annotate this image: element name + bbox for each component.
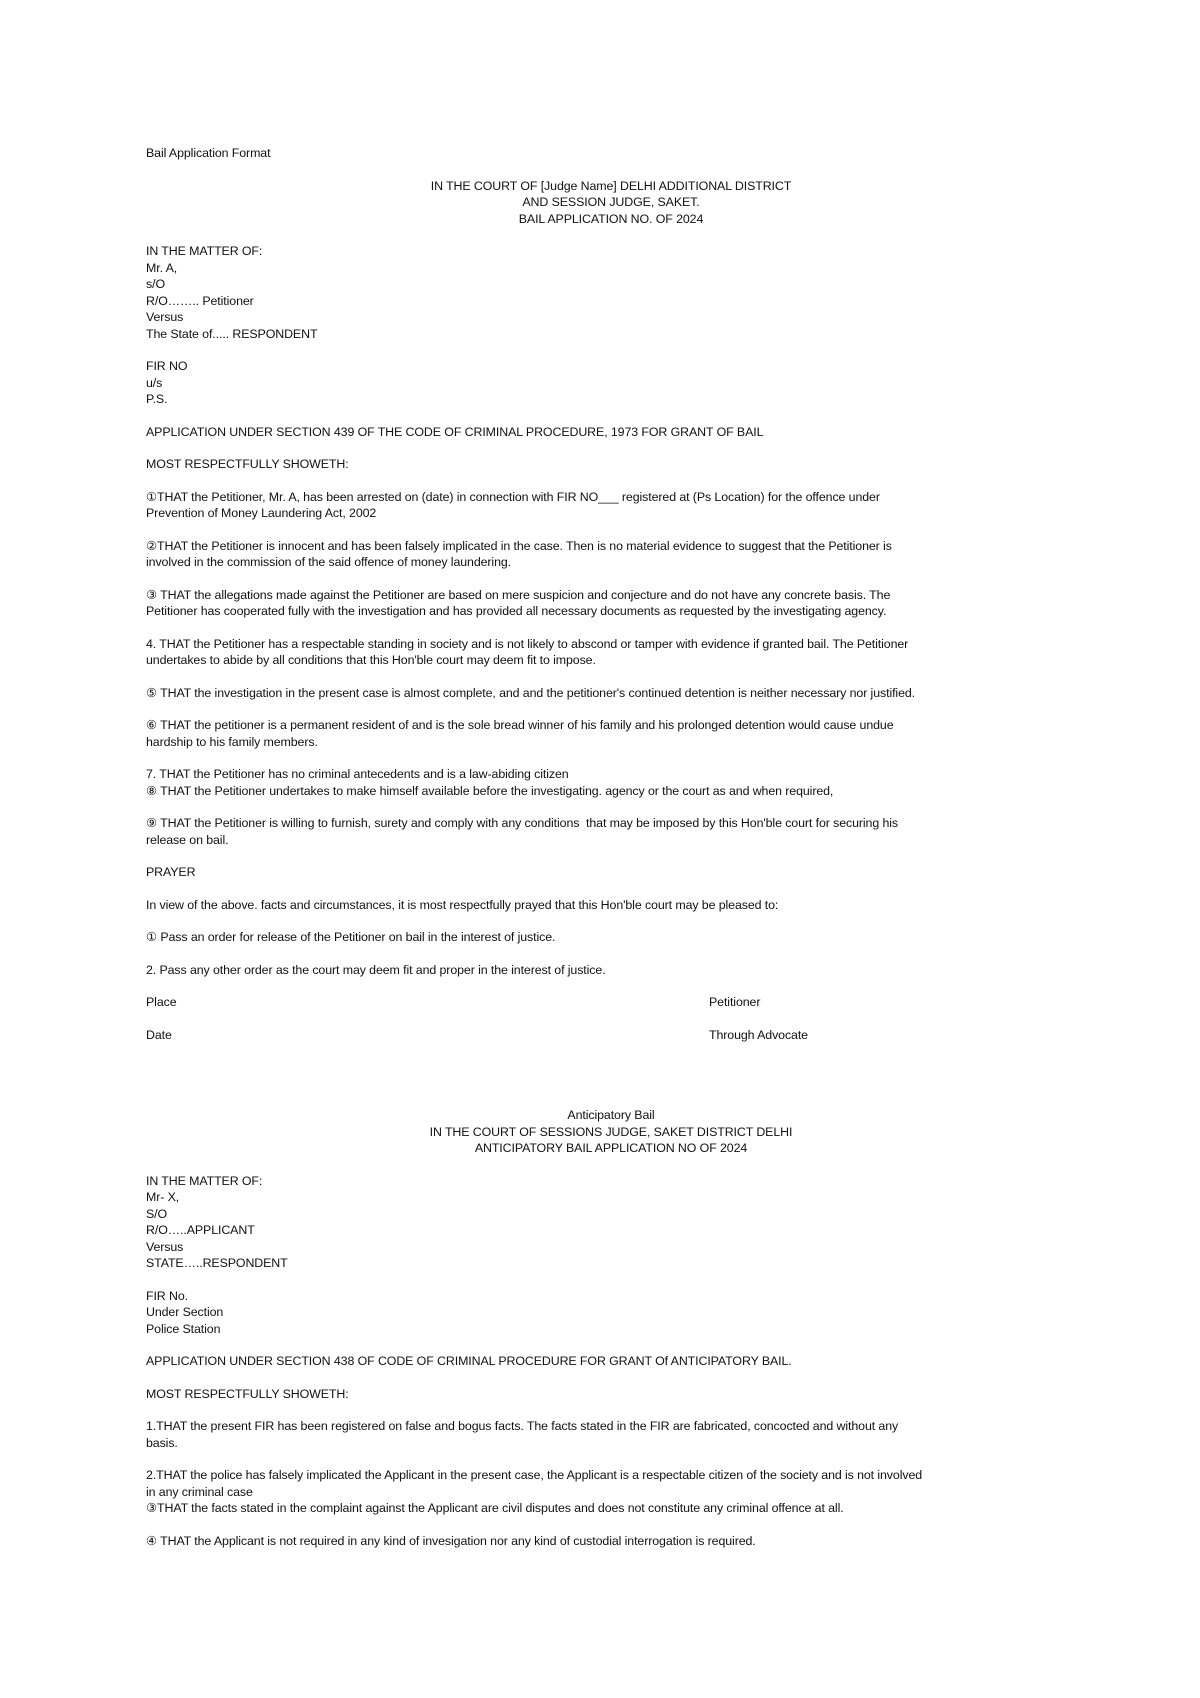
fir-line: FIR NO bbox=[146, 359, 188, 373]
paragraph-line: undertakes to abide by all conditions that this Hon'ble court may deem fit to impose. bbox=[146, 653, 596, 667]
paragraph-line: ⑧ THAT the Petitioner undertakes to make himself available before the investigating. agency or the court as and when required, bbox=[146, 783, 834, 798]
paragraph-line: 4. THAT the Petitioner has a respectable standing in society and is not likely to abscond or tamper with evidence if granted bail. The Petitioner bbox=[146, 636, 909, 651]
paragraph-line: ⑤ THAT the investigation in the present case is almost complete, and and the petitioner's continued detention is neither necessary nor justified. bbox=[146, 685, 916, 700]
paragraph bbox=[146, 1418, 1076, 1451]
matter-line: S/O bbox=[146, 1206, 168, 1221]
matter-line: STATE…..RESPONDENT bbox=[146, 1256, 288, 1270]
paragraph-line: 7. THAT the Petitioner has no criminal antecedents and is a law-abiding citizen bbox=[146, 767, 569, 781]
paragraph-line: release on bail. bbox=[146, 832, 229, 847]
showeth-heading: MOST RESPECTFULLY SHOWETH: bbox=[146, 457, 349, 471]
document-heading: Bail Application Format bbox=[146, 146, 271, 160]
application-title: APPLICATION UNDER SECTION 439 OF THE CODE OF CRIMINAL PROCEDURE, 1973 FOR GRANT OF BAIL bbox=[146, 424, 764, 439]
signature-row bbox=[146, 1027, 1076, 1044]
paragraph-line: ⑥ THAT the petitioner is a permanent resident of and is the sole bread winner of his family and his prolonged detention would cause undue bbox=[146, 718, 894, 732]
matter-line: R/O…….. Petitioner bbox=[146, 293, 254, 308]
matter-block bbox=[146, 1173, 1076, 1272]
paragraph bbox=[146, 685, 1076, 702]
paragraph-line: Petitioner has cooperated fully with the investigation and has provided all necessary documents as requested by the investigating agency. bbox=[146, 604, 887, 618]
paragraph-line: basis. bbox=[146, 1435, 178, 1450]
prayer-heading: PRAYER bbox=[146, 865, 196, 879]
paragraph bbox=[146, 1533, 1076, 1550]
paragraph-line: 2.THAT the police has falsely implicated the Applicant in the present case, the Applicant is a respectable citizen of the society and is not involved bbox=[146, 1468, 923, 1482]
paragraph bbox=[146, 717, 1076, 750]
showeth-heading: MOST RESPECTFULLY SHOWETH: bbox=[146, 1386, 349, 1401]
court-line: AND SESSION JUDGE, SAKET. bbox=[522, 195, 700, 209]
prayer-intro: In view of the above. facts and circumstances, it is most respectfully prayed that this Hon'ble court may be pleased to: bbox=[146, 897, 779, 912]
fir-line: u/s bbox=[146, 375, 163, 390]
matter-line: Mr- X, bbox=[146, 1190, 180, 1204]
signature-row bbox=[146, 994, 1076, 1011]
petitioner-label: Petitioner bbox=[709, 995, 761, 1009]
paragraph-line: Prevention of Money Laundering Act, 2002 bbox=[146, 506, 377, 520]
fir-block bbox=[146, 1288, 1076, 1338]
paragraph-line: in any criminal case bbox=[146, 1484, 253, 1499]
paragraph-line: 1.THAT the present FIR has been registered on false and bogus facts. The facts stated in the FIR are fabricated, concocted and without any bbox=[146, 1419, 899, 1433]
paragraph-line: ②THAT the Petitioner is innocent and has been falsely implicated in the case. Then is no material evidence to suggest that the Petitioner is bbox=[146, 538, 892, 553]
paragraph-line: ③ THAT the allegations made against the Petitioner are based on mere suspicion and conjecture and do not have any concrete basis. The bbox=[146, 587, 891, 602]
court-line: IN THE COURT OF [Judge Name] DELHI ADDITIONAL DISTRICT bbox=[430, 178, 792, 193]
paragraph-line: ④ THAT the Applicant is not required in any kind of invesigation nor any kind of custodial interrogation is required. bbox=[146, 1533, 756, 1548]
matter-block bbox=[146, 243, 1076, 342]
fir-line: P.S. bbox=[146, 392, 168, 406]
fir-line: Under Section bbox=[146, 1305, 224, 1319]
application-title: APPLICATION UNDER SECTION 438 OF CODE OF CRIMINAL PROCEDURE FOR GRANT Of ANTICIPATORY BAIL. bbox=[146, 1354, 792, 1368]
matter-line: s/O bbox=[146, 277, 165, 291]
matter-line: IN THE MATTER OF: bbox=[146, 244, 263, 258]
fir-line: FIR No. bbox=[146, 1288, 188, 1303]
court-line: BAIL APPLICATION NO. OF 2024 bbox=[518, 211, 704, 226]
date-label: Date bbox=[146, 1027, 172, 1042]
matter-line: Versus bbox=[146, 310, 184, 324]
paragraph-line: involved in the commission of the said offence of money laundering. bbox=[146, 555, 512, 569]
prayer-item: 2. Pass any other order as the court may deem fit and proper in the interest of justice. bbox=[146, 962, 606, 977]
place-label: Place bbox=[146, 995, 177, 1009]
matter-line: Mr. A, bbox=[146, 260, 178, 275]
paragraph bbox=[146, 587, 1076, 620]
matter-line: IN THE MATTER OF: bbox=[146, 1173, 263, 1188]
court-heading bbox=[146, 178, 1076, 228]
document-body bbox=[146, 145, 1076, 1549]
fir-block bbox=[146, 358, 1076, 408]
paragraph-line: ⑨ THAT the Petitioner is willing to furnish, surety and comply with any conditions that may be imposed by this Hon'ble court for securing his bbox=[146, 816, 899, 830]
matter-line: The State of..... RESPONDENT bbox=[146, 326, 318, 341]
paragraph bbox=[146, 1467, 1076, 1517]
anticipatory-heading-line: IN THE COURT OF SESSIONS JUDGE, SAKET DISTRICT DELHI bbox=[429, 1124, 793, 1139]
matter-line: R/O…..APPLICANT bbox=[146, 1223, 255, 1237]
paragraph-line: ③THAT the facts stated in the complaint against the Applicant are civil disputes and does not constitute any criminal offence at all. bbox=[146, 1501, 844, 1515]
anticipatory-heading bbox=[146, 1107, 1076, 1157]
anticipatory-heading-line: Anticipatory Bail bbox=[567, 1108, 655, 1122]
paragraph bbox=[146, 815, 1076, 848]
paragraph bbox=[146, 489, 1076, 522]
paragraph bbox=[146, 636, 1076, 669]
advocate-label: Through Advocate bbox=[709, 1027, 808, 1042]
paragraph-line: ①THAT the Petitioner, Mr. A, has been arrested on (date) in connection with FIR NO___ registered at (Ps Location) for the offence under bbox=[146, 489, 880, 504]
paragraph bbox=[146, 538, 1076, 571]
prayer-item: ① Pass an order for release of the Petitioner on bail in the interest of justice. bbox=[146, 930, 556, 944]
paragraph bbox=[146, 766, 1076, 799]
anticipatory-heading-line: ANTICIPATORY BAIL APPLICATION NO OF 2024 bbox=[474, 1141, 748, 1155]
paragraph-line: hardship to his family members. bbox=[146, 734, 318, 749]
fir-line: Police Station bbox=[146, 1321, 221, 1336]
matter-line: Versus bbox=[146, 1239, 184, 1254]
